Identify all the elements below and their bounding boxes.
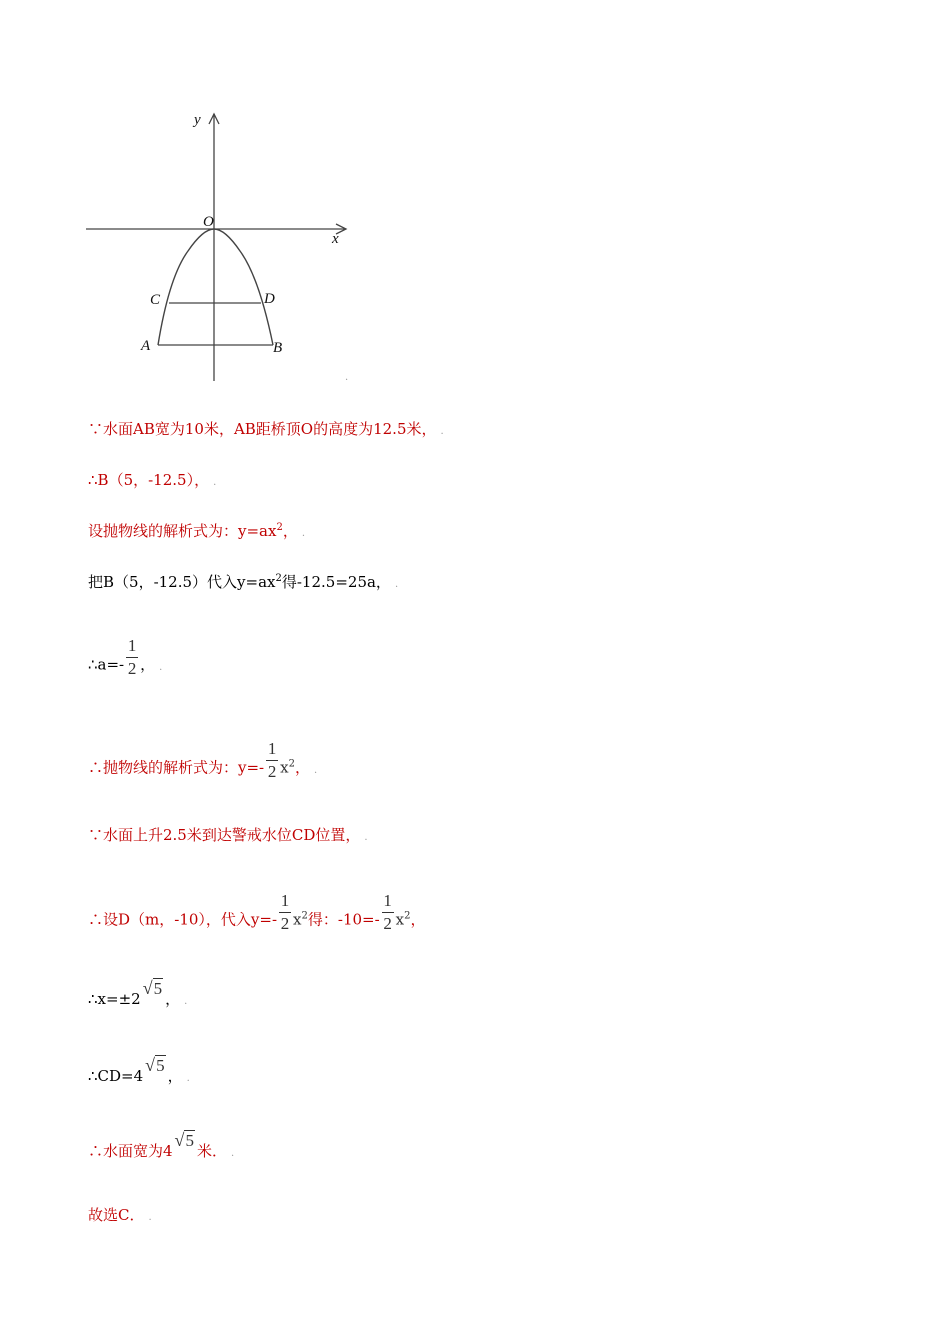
solution-line-4 bbox=[88, 572, 398, 595]
solution-line-10 bbox=[88, 1055, 190, 1089]
line-mark: . bbox=[440, 426, 444, 437]
fraction-numerator: 1 bbox=[280, 891, 290, 910]
label-c: C bbox=[150, 292, 161, 308]
radicand: 5 bbox=[185, 1131, 194, 1150]
line-text: ， bbox=[165, 990, 181, 1008]
solution-line-6 bbox=[88, 739, 318, 789]
radicand: 5 bbox=[156, 1056, 165, 1075]
square-root bbox=[175, 1130, 195, 1151]
square-root bbox=[143, 978, 163, 999]
solution-line-7 bbox=[88, 825, 368, 848]
label-x: x bbox=[332, 231, 339, 247]
radical-sign: √ bbox=[142, 978, 153, 998]
solution-line-11 bbox=[88, 1130, 235, 1164]
line-text: ， bbox=[410, 910, 426, 929]
solution-line-12 bbox=[88, 1205, 152, 1228]
line-text: ， bbox=[282, 522, 298, 540]
line-mark: . bbox=[394, 579, 399, 590]
fraction bbox=[126, 637, 138, 678]
line-text: ， bbox=[167, 1067, 183, 1085]
line-text: x bbox=[293, 910, 302, 929]
line-mark: . bbox=[148, 1212, 152, 1223]
line-text: ∴x=±2 bbox=[88, 990, 141, 1008]
fraction-bar bbox=[382, 912, 394, 913]
fraction-denominator: 2 bbox=[267, 762, 277, 781]
fraction bbox=[279, 892, 291, 933]
fraction-bar bbox=[126, 657, 138, 658]
exponent: 2 bbox=[404, 910, 411, 922]
line-text: ∵水面上升2.5米到达警戒水位CD位置， bbox=[88, 826, 361, 844]
label-o: O bbox=[203, 214, 214, 230]
line-text: 把B（5，-12.5）代入y=ax bbox=[88, 573, 276, 591]
label-b: B bbox=[273, 340, 283, 356]
fraction-bar bbox=[279, 912, 291, 913]
label-y: y bbox=[194, 112, 201, 128]
fraction-numerator: 1 bbox=[383, 891, 392, 910]
line-text: ∵水面AB宽为10米，AB距桥顶O的高度为12.5米， bbox=[88, 420, 437, 438]
line-text: ∴设D（m，-10），代入y=- bbox=[88, 910, 278, 929]
solution-line-1 bbox=[88, 419, 444, 442]
fraction-denominator: 2 bbox=[280, 914, 290, 933]
solution-line-5 bbox=[88, 636, 163, 686]
fraction bbox=[382, 892, 394, 933]
radicand: 5 bbox=[153, 979, 163, 998]
figure-mark: . bbox=[345, 372, 349, 383]
line-text: ∴水面宽为4 bbox=[88, 1142, 173, 1160]
line-text: ， bbox=[294, 758, 310, 777]
line-text: 故选C． bbox=[88, 1206, 145, 1224]
line-text: 得-12.5=25a， bbox=[281, 573, 391, 591]
radical-sign: √ bbox=[174, 1130, 185, 1150]
fraction-bar bbox=[266, 760, 278, 761]
fraction bbox=[266, 740, 278, 781]
exponent: 2 bbox=[276, 522, 283, 533]
label-a: A bbox=[141, 338, 151, 354]
line-text: 设抛物线的解析式为：y=ax bbox=[88, 522, 277, 540]
line-mark: . bbox=[301, 528, 306, 539]
square-root bbox=[145, 1055, 165, 1076]
fraction-denominator: 2 bbox=[127, 659, 137, 678]
line-mark: . bbox=[184, 996, 188, 1007]
line-text: ∴B（5，-12.5）， bbox=[88, 471, 210, 489]
line-text: x bbox=[395, 910, 405, 929]
line-text: x bbox=[280, 758, 289, 777]
line-mark: . bbox=[313, 764, 318, 776]
radical-sign: √ bbox=[145, 1055, 156, 1075]
line-mark: . bbox=[186, 1073, 190, 1084]
line-mark: . bbox=[159, 661, 163, 673]
parabola-diagram bbox=[80, 100, 360, 390]
fraction-numerator: 1 bbox=[267, 739, 277, 758]
exponent: 2 bbox=[288, 758, 295, 770]
parabola-curve bbox=[158, 229, 273, 345]
solution-line-8 bbox=[88, 891, 426, 941]
fraction-numerator: 1 bbox=[127, 636, 137, 655]
line-text: ∴a=- bbox=[88, 655, 125, 674]
line-mark: . bbox=[230, 1148, 235, 1159]
solution-line-9 bbox=[88, 978, 188, 1012]
exponent: 2 bbox=[275, 573, 282, 584]
line-text: 得：-10=- bbox=[307, 910, 380, 929]
parabola-figure bbox=[80, 100, 360, 390]
line-text: ， bbox=[140, 655, 156, 674]
solution-line-2 bbox=[88, 470, 216, 493]
solution-line-3 bbox=[88, 521, 305, 544]
line-mark: . bbox=[364, 832, 368, 843]
line-text: ∴抛物线的解析式为：y=- bbox=[88, 758, 265, 777]
line-mark: . bbox=[213, 477, 217, 488]
exponent: 2 bbox=[301, 910, 308, 922]
label-d: D bbox=[264, 291, 275, 307]
line-text: 米． bbox=[196, 1142, 227, 1160]
fraction-denominator: 2 bbox=[383, 914, 392, 933]
line-text: ∴CD=4 bbox=[88, 1067, 144, 1085]
